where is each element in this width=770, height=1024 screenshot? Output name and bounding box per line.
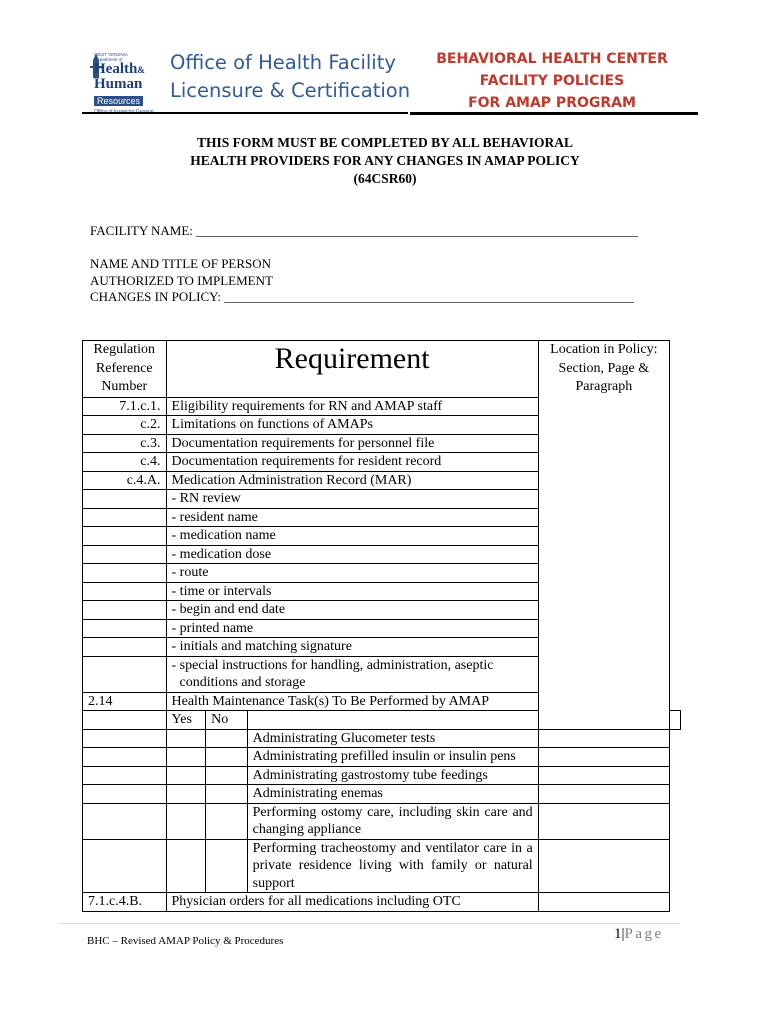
task-no-cell[interactable] xyxy=(206,748,247,767)
task-no-cell[interactable] xyxy=(206,766,247,785)
table-row: 2.14 Health Maintenance Task(s) To Be Performed by AMAP xyxy=(83,692,681,711)
task-yes-cell[interactable] xyxy=(166,803,206,839)
task-location-cell[interactable] xyxy=(538,766,669,785)
facility-name-field[interactable]: FACILITY NAME: ____________________________________________________________________ xyxy=(90,223,639,238)
table-row: - initials and matching signature xyxy=(83,638,681,657)
table-row: - resident name xyxy=(83,508,681,527)
table-row: - medication dose xyxy=(83,545,681,564)
task-row: Performing tracheostomy and ventilator care in a private residence living with family or natural support xyxy=(83,839,681,893)
task-row: Administrating gastrostomy tube feedings xyxy=(83,766,681,785)
task-location-cell[interactable] xyxy=(538,785,669,804)
task-location-cell[interactable] xyxy=(538,803,669,839)
task-yes-cell[interactable] xyxy=(166,785,206,804)
office-title: Office of Health Facility Licensure & Certification xyxy=(170,51,411,102)
table-row: c.4. Documentation requirements for resident record xyxy=(83,453,681,472)
table-row: c.3. Documentation requirements for personnel file xyxy=(83,434,681,453)
header-divider-right xyxy=(410,112,698,115)
table-row: - special instructions for handling, administration, aseptic conditions and storage xyxy=(83,656,681,692)
logo-health: Health& xyxy=(94,61,145,77)
table-row: - printed name xyxy=(83,619,681,638)
logo-human: Human xyxy=(94,76,143,92)
yes-label: Yes xyxy=(166,711,206,730)
task-row: Administrating prefilled insulin or insulin pens xyxy=(83,748,681,767)
table-row: - RN review xyxy=(83,490,681,509)
table-row: 7.1.c.1. Eligibility requirements for RN and AMAP staff xyxy=(83,397,681,416)
task-row: Administrating Glucometer tests xyxy=(83,729,681,748)
task-row: Performing ostomy care, including skin care and changing appliance xyxy=(83,803,681,839)
task-yes-cell[interactable] xyxy=(166,748,206,767)
table-header-row xyxy=(83,341,681,398)
requirements-table xyxy=(82,340,681,912)
footer-document-title: BHC – Revised AMAP Policy & Procedures xyxy=(87,935,284,947)
task-yes-cell[interactable] xyxy=(166,839,206,893)
table-row: c.2. Limitations on functions of AMAPs xyxy=(83,416,681,435)
header-requirement: Requirement xyxy=(166,341,538,398)
task-no-cell[interactable] xyxy=(206,729,247,748)
dhhr-logo xyxy=(86,52,164,106)
task-no-cell[interactable] xyxy=(206,839,247,893)
header-divider-left xyxy=(82,112,408,114)
header-regulation-reference: Regulation Reference Number xyxy=(83,341,167,398)
no-label: No xyxy=(206,711,247,730)
task-no-cell[interactable] xyxy=(206,803,247,839)
task-yes-cell[interactable] xyxy=(166,766,206,785)
table-row: - begin and end date xyxy=(83,601,681,620)
table-row: c.4.A. Medication Administration Record (MAR) xyxy=(83,471,681,490)
logo-state: WEST VIRGINIA xyxy=(94,52,128,57)
page-number: 1|Page xyxy=(614,926,664,942)
logo-dept: Department of xyxy=(94,57,123,62)
table-row: - time or intervals xyxy=(83,582,681,601)
bhc-title: BEHAVIORAL HEALTH CENTER FACILITY POLICIES FOR AMAP PROGRAM xyxy=(436,51,668,111)
task-location-cell[interactable] xyxy=(538,729,669,748)
task-no-cell[interactable] xyxy=(206,785,247,804)
footer-divider xyxy=(60,923,680,924)
table-row: - medication name xyxy=(83,527,681,546)
task-yes-cell[interactable] xyxy=(166,729,206,748)
table-row: - route xyxy=(83,564,681,583)
authorized-person-field[interactable]: NAME AND TITLE OF PERSON AUTHORIZED TO IMPLEMENT CHANGES IN POLICY: _______________________________________________________________ xyxy=(90,256,634,304)
task-location-cell[interactable] xyxy=(538,748,669,767)
header-location-in-policy[interactable]: Location in Policy: Section, Page & Paragraph xyxy=(538,341,669,730)
logo-resources: Resources xyxy=(94,96,143,106)
task-location-cell[interactable] xyxy=(538,839,669,893)
task-row: Administrating enemas xyxy=(83,785,681,804)
table-row: 7.1.c.4.B. Physician orders for all medications including OTC xyxy=(83,893,681,912)
form-heading: THIS FORM MUST BE COMPLETED BY ALL BEHAVIORAL HEALTH PROVIDERS FOR ANY CHANGES IN AMAP POLICY (64CSR60) xyxy=(190,135,580,186)
